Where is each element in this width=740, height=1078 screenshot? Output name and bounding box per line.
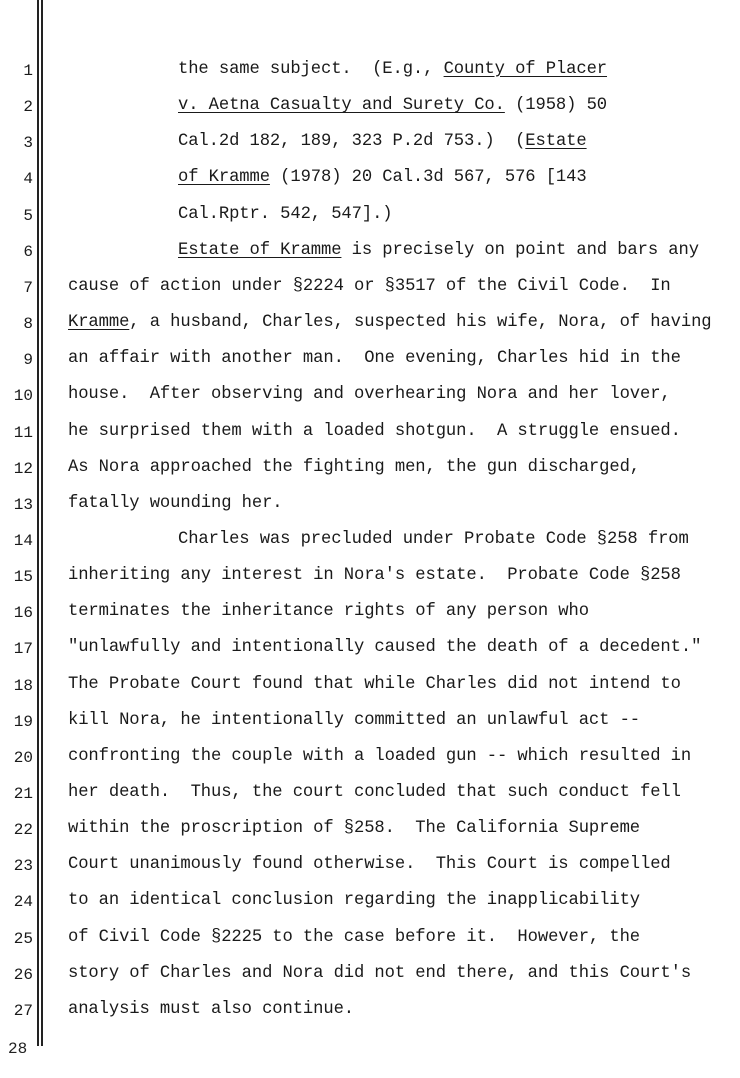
text-segment: the same subject. (E.g.,: [178, 60, 444, 79]
text-segment: Cal.2d 182, 189, 323 P.2d 753.) (: [178, 132, 526, 152]
line-number: 24: [13, 893, 33, 912]
text-line: [68, 891, 640, 910]
text-line: [178, 132, 587, 151]
line-number: 21: [13, 785, 33, 803]
line-number: 13: [13, 495, 33, 514]
text-line: [68, 855, 671, 874]
text-line: [68, 1000, 354, 1019]
line-number: 11: [13, 423, 33, 442]
case-citation: v. Aetna Casualty and Surety Co.: [178, 96, 505, 116]
line-number: 10: [13, 387, 33, 406]
line-number: 7: [23, 278, 33, 297]
text-segment: (1978) 20 Cal.3d 567, 576 [143: [269, 168, 587, 188]
text-line: [68, 385, 671, 404]
text-line: [68, 638, 701, 657]
text-segment: is precisely on point and bars any: [341, 240, 699, 260]
line-number: 6: [23, 242, 33, 261]
margin-rule-left: [37, 0, 39, 1046]
line-number: 17: [13, 640, 33, 659]
text-segment: , a husband, Charles, suspected his wife, Nora, of having: [129, 313, 712, 333]
text-line: [178, 168, 587, 187]
line-number: 3: [23, 134, 33, 153]
text-segment: fatally wounding her.: [68, 493, 283, 513]
text-segment: Cal.Rptr. 542, 547].): [178, 204, 393, 224]
text-segment: inheriting any interest in Nora's estate. Probate Code §258: [68, 566, 681, 586]
line-number: 1: [23, 62, 33, 80]
text-segment: (1958) 50: [504, 96, 608, 116]
line-number-partial: 28: [8, 1040, 28, 1058]
text-line: [68, 783, 681, 802]
text-segment: cause of action under §2224 or §3517 of the Civil Code. In: [68, 276, 671, 296]
text-line: [68, 747, 691, 766]
text-line: [178, 241, 699, 260]
text-segment: of Civil Code §2225 to the case before it. However, the: [68, 927, 640, 947]
text-line: [68, 313, 712, 332]
text-line: [68, 819, 640, 838]
text-segment: terminates the inheritance rights of any person who: [68, 602, 589, 622]
line-number: 2: [23, 98, 33, 117]
line-number: 22: [13, 821, 33, 840]
text-segment: to an identical conclusion regarding the inapplicability: [68, 891, 640, 911]
line-number: 25: [13, 929, 33, 948]
text-line: [68, 675, 681, 694]
line-number: 16: [13, 604, 33, 623]
text-segment: kill Nora, he intentionally committed an unlawful act --: [68, 710, 640, 730]
text-segment: her death. Thus, the court concluded that such conduct fell: [68, 783, 681, 802]
text-segment: confronting the couple with a loaded gun -- which resulted in: [68, 746, 692, 766]
text-line: [68, 494, 283, 513]
text-line: [178, 205, 393, 224]
text-line: [178, 96, 607, 115]
text-segment: story of Charles and Nora did not end there, and this Court's: [68, 963, 692, 983]
text-line: [68, 277, 671, 296]
text-segment: within the proscription of §258. The California Supreme: [68, 819, 640, 839]
case-citation: of Kramme: [178, 168, 270, 188]
line-number: 5: [23, 206, 33, 225]
text-line: [68, 928, 640, 947]
text-line: [68, 566, 681, 585]
text-line: [68, 458, 640, 477]
text-segment: The Probate Court found that while Charles did not intend to: [68, 674, 681, 694]
line-number: 14: [13, 531, 33, 550]
text-line: [68, 349, 681, 368]
text-line: [68, 422, 681, 441]
case-citation: Estate of Kramme: [178, 240, 342, 260]
text-segment: an affair with another man. One evening, Charles hid in the: [68, 349, 681, 369]
text-segment: house. After observing and overhearing Nora and her lover,: [68, 385, 671, 405]
line-number: 20: [13, 748, 33, 767]
line-number: 26: [13, 965, 33, 984]
text-line: [68, 964, 691, 983]
margin-rule-right: [41, 0, 43, 1046]
case-citation: Kramme: [68, 313, 130, 333]
case-citation: Estate: [525, 132, 587, 152]
text-segment: As Nora approached the fighting men, the gun discharged,: [68, 457, 640, 477]
line-number: 18: [13, 676, 33, 695]
text-segment: Charles was precluded under Probate Code §258 from: [178, 529, 689, 549]
case-citation: County of Placer: [443, 60, 608, 79]
text-segment: Court unanimously found otherwise. This Court is compelled: [68, 855, 671, 875]
line-number: 19: [13, 712, 33, 731]
line-number: 8: [23, 315, 33, 334]
text-line: [178, 60, 607, 79]
text-segment: analysis must also continue.: [68, 999, 354, 1019]
line-number: 23: [13, 857, 33, 876]
line-number: 27: [13, 1001, 33, 1020]
line-number: 4: [23, 170, 33, 189]
text-segment: he surprised them with a loaded shotgun. A struggle ensued.: [68, 421, 681, 441]
line-number: 12: [13, 459, 33, 478]
text-segment: "unlawfully and intentionally caused the death of a decedent.": [68, 638, 702, 658]
text-line: [68, 602, 589, 621]
text-line: [68, 711, 640, 730]
text-line: [178, 530, 689, 549]
line-number: 15: [13, 568, 33, 587]
line-number: 9: [23, 351, 33, 370]
